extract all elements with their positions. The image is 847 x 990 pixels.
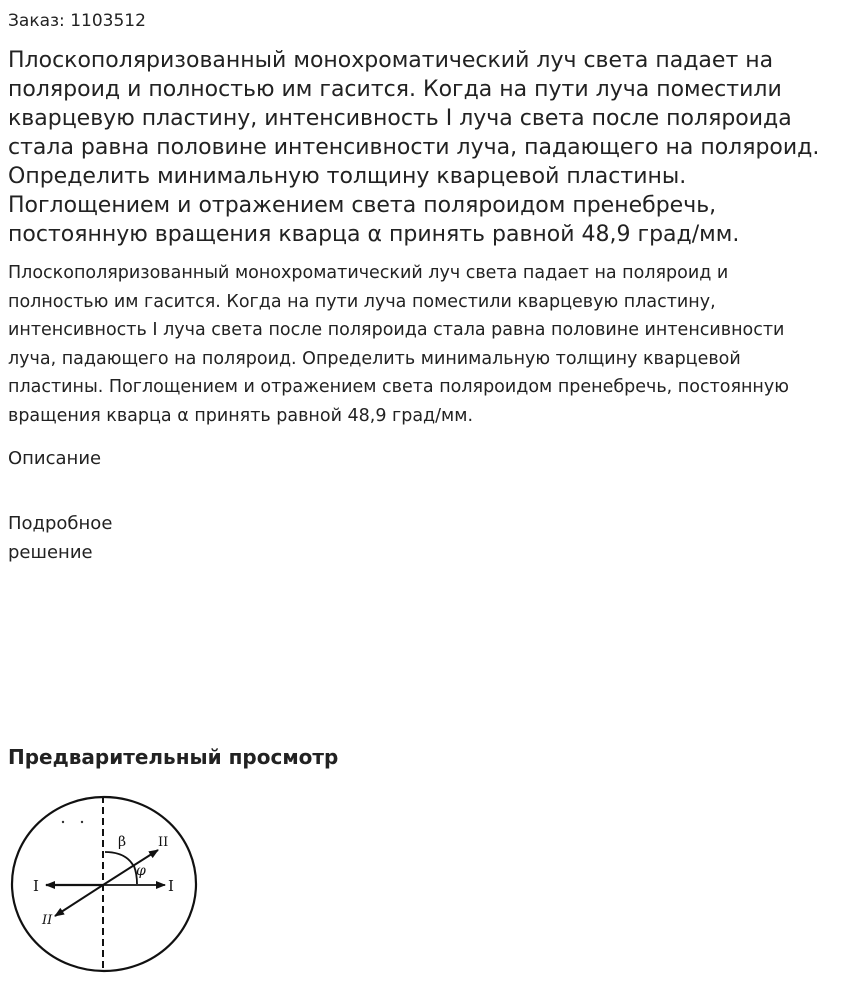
order-number: 1103512	[70, 11, 146, 31]
label-phi: φ	[136, 863, 146, 879]
diagonal-lower-arrow	[55, 885, 103, 916]
task-lead-text: Плоскополяризованный монохроматический луч света падает на поляроид и полностью им гасится. Когда на пути луча поместили кварцевую пластину, интенсивность I луча света после поляроида стала равна половине интенсивности луча, падающего на поляроид. Определить минимальную толщину кварцевой пластины. Поглощением и отражением света поляроидом пренебречь, постоянную вращения кварца α принять равной 48,9 град/мм.	[8, 48, 820, 247]
preview-heading: Предварительный просмотр	[8, 745, 339, 769]
preview-figure[interactable]	[8, 792, 204, 978]
task-body-text: Плоскополяризованный монохроматический луч света падает на поляроид и полностью им гасится. Когда на пути луча поместили кварцевую пластину, интенсивность I луча света после поляроида стала равна половине интенсивности луча, падающего на поляроид. Определить минимальную толщину кварцевой пластины. Поглощением и отражением света поляроидом пренебречь, постоянную вращения кварца α принять равной 48,9 град/мм.	[8, 263, 789, 426]
diagonal-upper-arrow	[103, 850, 158, 885]
dot-mark	[62, 821, 64, 823]
label-right-vector: I	[168, 877, 174, 895]
label-upper-vector: II	[158, 835, 169, 850]
label-lower-vector: II	[42, 913, 53, 928]
label-beta: β	[118, 834, 127, 850]
dot-mark	[81, 821, 83, 823]
label-left-vector: I	[33, 877, 39, 895]
order-label: Заказ:	[8, 11, 65, 31]
detailed-solution-link[interactable]: Подробное решение	[8, 513, 113, 563]
beta-angle-arc	[105, 852, 133, 865]
page	[0, 10, 847, 567]
order-line	[8, 10, 839, 32]
polarization-diagram	[8, 792, 204, 978]
description-link[interactable]: Описание	[8, 448, 102, 469]
